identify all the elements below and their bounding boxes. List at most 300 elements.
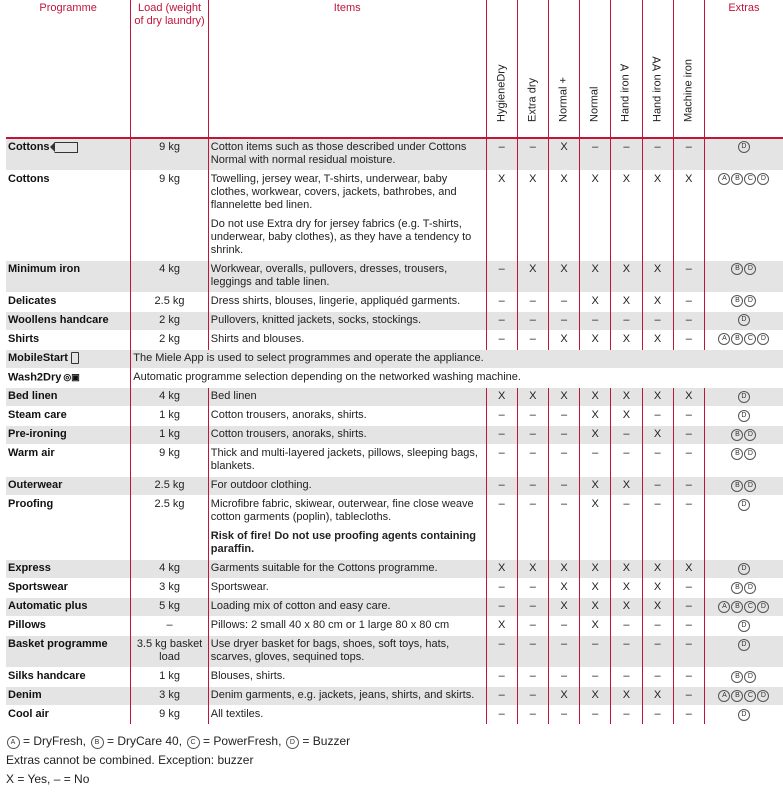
items-cell bbox=[208, 331, 486, 350]
extra-b-badge: B bbox=[731, 671, 743, 683]
mark-hygienedry: – bbox=[486, 477, 517, 496]
mark-normal-plus: – bbox=[548, 477, 579, 496]
programme-name: Wash2Dry bbox=[8, 371, 62, 384]
table-row bbox=[6, 668, 783, 687]
extra-d-badge: D bbox=[744, 263, 756, 275]
extra-a-badge: A bbox=[718, 173, 730, 185]
load-cell: 2.5 kg bbox=[131, 477, 208, 496]
extra-d-badge: D bbox=[757, 333, 769, 345]
mark-hygienedry: – bbox=[486, 445, 517, 477]
wash2dry-icon: ◎▣ bbox=[63, 372, 80, 382]
mark-hygienedry: X bbox=[486, 560, 517, 579]
programme-cell bbox=[6, 426, 131, 445]
extras-cell bbox=[704, 617, 783, 636]
programme-name: Silks handcare bbox=[8, 670, 86, 683]
load-cell: 2 kg bbox=[131, 312, 208, 331]
mark-hygienedry: – bbox=[486, 668, 517, 687]
load-cell: 5 kg bbox=[131, 598, 208, 617]
programme-cell bbox=[6, 171, 131, 261]
mark-hygienedry: – bbox=[486, 598, 517, 617]
items-text: All textiles. bbox=[210, 708, 264, 721]
extra-a-badge: A bbox=[718, 333, 730, 345]
extra-b-badge: B bbox=[731, 601, 743, 613]
mark-hand-iron-2: X bbox=[642, 560, 673, 579]
span-description: Automatic programme selection depending on the networked washing machine. bbox=[131, 369, 783, 388]
mark-machine-iron: – bbox=[673, 706, 704, 725]
table-row bbox=[6, 598, 783, 617]
load-cell: 9 kg bbox=[131, 171, 208, 261]
mark-extra-dry: – bbox=[517, 293, 548, 312]
items-text: Garments suitable for the Cottons programme. bbox=[210, 562, 438, 575]
programme-cell bbox=[6, 407, 131, 426]
mark-normal-plus: X bbox=[548, 331, 579, 350]
phone-icon bbox=[71, 352, 79, 364]
extra-d-badge: D bbox=[744, 480, 756, 492]
header-programme: Programme bbox=[39, 2, 97, 14]
mark-hand-iron-2: X bbox=[642, 388, 673, 407]
legend-badge-d: D bbox=[286, 736, 299, 749]
mark-hand-iron-1: – bbox=[611, 426, 642, 445]
mark-hand-iron-1: – bbox=[611, 668, 642, 687]
legend-badge-c: C bbox=[187, 736, 200, 749]
mark-hygienedry: – bbox=[486, 312, 517, 331]
programme-name: Proofing bbox=[8, 498, 54, 511]
load-cell: 3 kg bbox=[131, 579, 208, 598]
mark-normal: – bbox=[580, 445, 611, 477]
extras-cell bbox=[704, 293, 783, 312]
mark-hygienedry: – bbox=[486, 687, 517, 706]
table-row bbox=[6, 687, 783, 706]
mark-hygienedry: – bbox=[486, 407, 517, 426]
programme-cell bbox=[6, 579, 131, 598]
items-text: For outdoor clothing. bbox=[210, 479, 312, 492]
extra-b-badge: B bbox=[731, 690, 743, 702]
legend-extras-line bbox=[6, 732, 783, 751]
items-text: Sportswear. bbox=[210, 581, 269, 594]
items-text: Bed linen bbox=[210, 390, 257, 403]
items-cell bbox=[208, 293, 486, 312]
extra-c-badge: C bbox=[744, 690, 756, 702]
extras-cell bbox=[704, 477, 783, 496]
table-row bbox=[6, 261, 783, 293]
mark-hand-iron-2: – bbox=[642, 496, 673, 560]
mark-hygienedry: X bbox=[486, 171, 517, 261]
items-text: Cotton items such as those described under Cottons Normal with normal residual moisture. bbox=[210, 141, 467, 166]
mark-hand-iron-1: X bbox=[611, 331, 642, 350]
programme-cell bbox=[6, 138, 131, 171]
mark-hand-iron-2: – bbox=[642, 445, 673, 477]
mark-normal: – bbox=[580, 668, 611, 687]
programme-name: Denim bbox=[8, 689, 42, 702]
mark-extra-dry: X bbox=[517, 261, 548, 293]
extras-cell bbox=[704, 706, 783, 725]
header-load: Load (weight of dry laundry) bbox=[131, 0, 208, 138]
mark-hand-iron-2: – bbox=[642, 477, 673, 496]
load-cell: 1 kg bbox=[131, 426, 208, 445]
table-body bbox=[6, 138, 783, 724]
load-cell: 1 kg bbox=[131, 407, 208, 426]
mark-machine-iron: – bbox=[673, 426, 704, 445]
mark-normal: X bbox=[580, 293, 611, 312]
programme-cell bbox=[6, 598, 131, 617]
load-cell: 2 kg bbox=[131, 331, 208, 350]
items-cell bbox=[208, 496, 486, 560]
header-machine-iron: Machine iron bbox=[673, 0, 704, 138]
mark-hand-iron-1: X bbox=[611, 579, 642, 598]
extra-d-badge: D bbox=[744, 448, 756, 460]
load-cell: 3.5 kg basket load bbox=[131, 636, 208, 668]
extra-d-badge: D bbox=[757, 690, 769, 702]
mark-hygienedry: X bbox=[486, 388, 517, 407]
extra-d-badge: D bbox=[757, 173, 769, 185]
mark-machine-iron: – bbox=[673, 407, 704, 426]
mark-normal: X bbox=[580, 331, 611, 350]
header-extras: Extras bbox=[704, 0, 783, 138]
extra-b-badge: B bbox=[731, 429, 743, 441]
programme-cell bbox=[6, 706, 131, 725]
programme-cell bbox=[6, 388, 131, 407]
items-cell bbox=[208, 261, 486, 293]
eco-arrow-icon bbox=[54, 142, 78, 153]
programme-cell bbox=[6, 668, 131, 687]
items-text: Dress shirts, blouses, lingerie, appliquéd garments. bbox=[210, 295, 461, 307]
table-row bbox=[6, 138, 783, 171]
mark-hygienedry: – bbox=[486, 261, 517, 293]
extras-cell bbox=[704, 668, 783, 687]
mark-extra-dry: – bbox=[517, 445, 548, 477]
load-cell: – bbox=[131, 617, 208, 636]
load-cell: 2.5 kg bbox=[131, 293, 208, 312]
items-cell bbox=[208, 668, 486, 687]
extras-cell bbox=[704, 407, 783, 426]
mark-hand-iron-1: – bbox=[611, 445, 642, 477]
mark-normal-plus: – bbox=[548, 293, 579, 312]
items-cell bbox=[208, 445, 486, 477]
items-text: Pillows: 2 small 40 x 80 cm or 1 large 80 x 80 cm bbox=[210, 619, 450, 632]
extra-d-badge: D bbox=[738, 314, 750, 326]
programme-name: Sportswear bbox=[8, 581, 68, 594]
mark-normal: X bbox=[580, 598, 611, 617]
table-row bbox=[6, 477, 783, 496]
mark-hand-iron-2: – bbox=[642, 312, 673, 331]
extra-d-badge: D bbox=[738, 499, 750, 511]
mark-machine-iron: – bbox=[673, 331, 704, 350]
legend-label: = DryFresh, bbox=[23, 734, 87, 749]
extras-cell bbox=[704, 171, 783, 261]
legend-label: = Buzzer bbox=[302, 734, 351, 749]
table-header-row bbox=[6, 0, 783, 138]
extra-b-badge: B bbox=[731, 263, 743, 275]
mark-hand-iron-2: X bbox=[642, 579, 673, 598]
items-cell bbox=[208, 138, 486, 171]
table-row bbox=[6, 331, 783, 350]
programme-name: Cool air bbox=[8, 708, 49, 721]
mark-normal: X bbox=[580, 171, 611, 261]
header-hand-iron-1: Hand iron ∀ bbox=[611, 0, 642, 138]
mark-hand-iron-1: X bbox=[611, 407, 642, 426]
items-text: Workwear, overalls, pullovers, dresses, trousers, leggings and table linen. bbox=[210, 263, 448, 288]
table-row bbox=[6, 426, 783, 445]
programme-cell bbox=[6, 261, 131, 293]
mark-extra-dry: – bbox=[517, 579, 548, 598]
extras-cell bbox=[704, 331, 783, 350]
mark-normal-plus: X bbox=[548, 388, 579, 407]
mark-normal: X bbox=[580, 687, 611, 706]
programme-cell bbox=[6, 350, 131, 369]
items-cell bbox=[208, 687, 486, 706]
items-text: Thick and multi-layered jackets, pillows, sleeping bags, blankets. bbox=[210, 447, 478, 473]
mark-hand-iron-2: X bbox=[642, 331, 673, 350]
table-row bbox=[6, 636, 783, 668]
load-cell: 4 kg bbox=[131, 261, 208, 293]
mark-normal-plus: X bbox=[548, 138, 579, 171]
mark-machine-iron: – bbox=[673, 496, 704, 560]
mark-hygienedry: – bbox=[486, 706, 517, 725]
programme-name: Bed linen bbox=[8, 390, 58, 403]
table-row bbox=[6, 293, 783, 312]
mark-hygienedry: – bbox=[486, 496, 517, 560]
items-cell bbox=[208, 617, 486, 636]
extras-cell bbox=[704, 312, 783, 331]
items-text: Loading mix of cotton and easy care. bbox=[210, 600, 391, 613]
programme-cell bbox=[6, 617, 131, 636]
items-text: Blouses, shirts. bbox=[210, 670, 286, 683]
extra-b-badge: B bbox=[731, 448, 743, 460]
table-row bbox=[6, 560, 783, 579]
extra-a-badge: A bbox=[718, 601, 730, 613]
mark-hygienedry: – bbox=[486, 138, 517, 171]
items-cell bbox=[208, 407, 486, 426]
table-row bbox=[6, 579, 783, 598]
load-cell: 9 kg bbox=[131, 706, 208, 725]
mark-hygienedry: X bbox=[486, 617, 517, 636]
extra-b-badge: B bbox=[731, 480, 743, 492]
mark-normal: X bbox=[580, 388, 611, 407]
header-hygienedry: HygieneDry bbox=[486, 0, 517, 138]
items-cell bbox=[208, 579, 486, 598]
mark-extra-dry: – bbox=[517, 598, 548, 617]
mark-machine-iron: – bbox=[673, 668, 704, 687]
mark-extra-dry: X bbox=[517, 388, 548, 407]
mark-hand-iron-2: – bbox=[642, 636, 673, 668]
mark-machine-iron: – bbox=[673, 138, 704, 171]
mark-hand-iron-1: X bbox=[611, 171, 642, 261]
items-cell bbox=[208, 636, 486, 668]
mark-normal: X bbox=[580, 579, 611, 598]
mark-machine-iron: – bbox=[673, 445, 704, 477]
mark-normal: X bbox=[580, 560, 611, 579]
mark-hygienedry: – bbox=[486, 426, 517, 445]
mark-machine-iron: X bbox=[673, 388, 704, 407]
load-cell: 9 kg bbox=[131, 445, 208, 477]
extra-c-badge: C bbox=[744, 333, 756, 345]
mark-hand-iron-2: – bbox=[642, 668, 673, 687]
programme-cell bbox=[6, 496, 131, 560]
mark-normal-plus: – bbox=[548, 445, 579, 477]
mark-hand-iron-2: – bbox=[642, 138, 673, 171]
table-row bbox=[6, 706, 783, 725]
load-cell: 3 kg bbox=[131, 687, 208, 706]
header-items: Items bbox=[208, 0, 486, 138]
mark-machine-iron: – bbox=[673, 598, 704, 617]
header-normal-plus: Normal + bbox=[548, 0, 579, 138]
extras-cell bbox=[704, 560, 783, 579]
mark-extra-dry: – bbox=[517, 636, 548, 668]
mark-extra-dry: – bbox=[517, 496, 548, 560]
legend-badge-a: A bbox=[7, 736, 20, 749]
items-text: Denim garments, e.g. jackets, jeans, shirts, and skirts. bbox=[210, 689, 475, 702]
programme-table bbox=[6, 0, 783, 724]
table-row bbox=[6, 312, 783, 331]
legend-badge-b: B bbox=[91, 736, 104, 749]
programme-cell bbox=[6, 293, 131, 312]
extras-cell bbox=[704, 426, 783, 445]
mark-hand-iron-1: – bbox=[611, 706, 642, 725]
programme-name: Pre-ironing bbox=[8, 428, 67, 441]
mark-hand-iron-1: X bbox=[611, 477, 642, 496]
items-cell bbox=[208, 171, 486, 261]
programme-name: Cottons bbox=[8, 141, 50, 153]
extra-d-badge: D bbox=[738, 709, 750, 721]
mark-hand-iron-2: X bbox=[642, 261, 673, 293]
mark-extra-dry: – bbox=[517, 407, 548, 426]
items-cell bbox=[208, 598, 486, 617]
mark-machine-iron: – bbox=[673, 477, 704, 496]
mark-normal-plus: – bbox=[548, 426, 579, 445]
items-text: Do not use Extra dry for jersey fabrics (e.g. T-shirts, underwear, baby clothes), as they have a tendency to shrink. bbox=[210, 218, 472, 256]
mark-normal-plus: – bbox=[548, 312, 579, 331]
mark-extra-dry: – bbox=[517, 617, 548, 636]
mark-extra-dry: X bbox=[517, 171, 548, 261]
mark-extra-dry: – bbox=[517, 426, 548, 445]
items-text: Shirts and blouses. bbox=[210, 333, 305, 345]
programme-cell bbox=[6, 477, 131, 496]
mark-machine-iron: – bbox=[673, 312, 704, 331]
mark-hand-iron-1: X bbox=[611, 598, 642, 617]
extra-d-badge: D bbox=[738, 410, 750, 422]
mark-hygienedry: – bbox=[486, 331, 517, 350]
extra-d-badge: D bbox=[744, 582, 756, 594]
mark-hand-iron-2: – bbox=[642, 407, 673, 426]
mark-normal: X bbox=[580, 477, 611, 496]
mark-hygienedry: – bbox=[486, 293, 517, 312]
mark-machine-iron: – bbox=[673, 579, 704, 598]
extra-c-badge: C bbox=[744, 173, 756, 185]
items-cell bbox=[208, 560, 486, 579]
mark-hand-iron-1: – bbox=[611, 496, 642, 560]
items-cell bbox=[208, 477, 486, 496]
extra-c-badge: C bbox=[744, 601, 756, 613]
mark-hand-iron-2: X bbox=[642, 426, 673, 445]
mark-normal-plus: – bbox=[548, 668, 579, 687]
table-row bbox=[6, 369, 783, 388]
mark-extra-dry: – bbox=[517, 477, 548, 496]
load-cell: 1 kg bbox=[131, 668, 208, 687]
span-description: The Miele App is used to select programmes and operate the appliance. bbox=[131, 350, 783, 369]
mark-hand-iron-2: – bbox=[642, 617, 673, 636]
mark-normal-plus: X bbox=[548, 687, 579, 706]
extra-d-badge: D bbox=[757, 601, 769, 613]
table-row bbox=[6, 496, 783, 560]
mark-extra-dry: – bbox=[517, 668, 548, 687]
mark-hand-iron-1: X bbox=[611, 293, 642, 312]
table-row bbox=[6, 445, 783, 477]
programme-cell bbox=[6, 636, 131, 668]
mark-machine-iron: – bbox=[673, 636, 704, 668]
mark-normal-plus: X bbox=[548, 579, 579, 598]
programme-name: Outerwear bbox=[8, 479, 63, 492]
items-text: Microfibre fabric, skiwear, outerwear, fine close weave cotton garments (poplin), tablecloths. bbox=[210, 498, 474, 524]
extras-cell bbox=[704, 445, 783, 477]
mark-extra-dry: – bbox=[517, 687, 548, 706]
mark-machine-iron: X bbox=[673, 560, 704, 579]
mark-hand-iron-1: X bbox=[611, 261, 642, 293]
extra-b-badge: B bbox=[731, 333, 743, 345]
programme-cell bbox=[6, 687, 131, 706]
extras-cell bbox=[704, 261, 783, 293]
mark-normal: – bbox=[580, 312, 611, 331]
legend-yes-no: X = Yes, – = No bbox=[6, 772, 90, 787]
extra-d-badge: D bbox=[744, 671, 756, 683]
mark-normal: – bbox=[580, 636, 611, 668]
extras-cell bbox=[704, 496, 783, 560]
items-cell bbox=[208, 312, 486, 331]
mark-hygienedry: – bbox=[486, 636, 517, 668]
mark-normal: X bbox=[580, 407, 611, 426]
mark-extra-dry: – bbox=[517, 706, 548, 725]
extra-b-badge: B bbox=[731, 295, 743, 307]
programme-name: Minimum iron bbox=[8, 263, 81, 275]
mark-normal-plus: – bbox=[548, 407, 579, 426]
mark-hand-iron-1: – bbox=[611, 636, 642, 668]
mark-hygienedry: – bbox=[486, 579, 517, 598]
programme-cell bbox=[6, 331, 131, 350]
programme-name: Steam care bbox=[8, 409, 67, 422]
mark-hand-iron-2: – bbox=[642, 706, 673, 725]
mark-hand-iron-2: X bbox=[642, 293, 673, 312]
extra-d-badge: D bbox=[744, 295, 756, 307]
extras-cell bbox=[704, 636, 783, 668]
items-text: Cotton trousers, anoraks, shirts. bbox=[210, 409, 367, 422]
table-row bbox=[6, 617, 783, 636]
items-cell bbox=[208, 426, 486, 445]
table-row bbox=[6, 388, 783, 407]
programme-name: Warm air bbox=[8, 447, 55, 460]
programme-name: Woollens handcare bbox=[8, 314, 109, 326]
table-row bbox=[6, 350, 783, 369]
header-extra-dry: Extra dry bbox=[517, 0, 548, 138]
mark-hand-iron-2: X bbox=[642, 171, 673, 261]
mark-machine-iron: – bbox=[673, 261, 704, 293]
extra-d-badge: D bbox=[744, 429, 756, 441]
mark-hand-iron-1: – bbox=[611, 138, 642, 171]
extra-d-badge: D bbox=[738, 141, 750, 153]
programme-cell bbox=[6, 369, 131, 388]
mark-hand-iron-1: X bbox=[611, 687, 642, 706]
mark-normal: X bbox=[580, 496, 611, 560]
extras-cell bbox=[704, 687, 783, 706]
mark-normal-plus: X bbox=[548, 171, 579, 261]
header-normal: Normal bbox=[580, 0, 611, 138]
items-text: Pullovers, knitted jackets, socks, stockings. bbox=[210, 314, 422, 326]
mark-normal-plus: – bbox=[548, 617, 579, 636]
programme-cell bbox=[6, 560, 131, 579]
mark-normal-plus: X bbox=[548, 261, 579, 293]
extras-cell bbox=[704, 579, 783, 598]
extra-d-badge: D bbox=[738, 391, 750, 403]
mark-machine-iron: X bbox=[673, 171, 704, 261]
extras-cell bbox=[704, 598, 783, 617]
